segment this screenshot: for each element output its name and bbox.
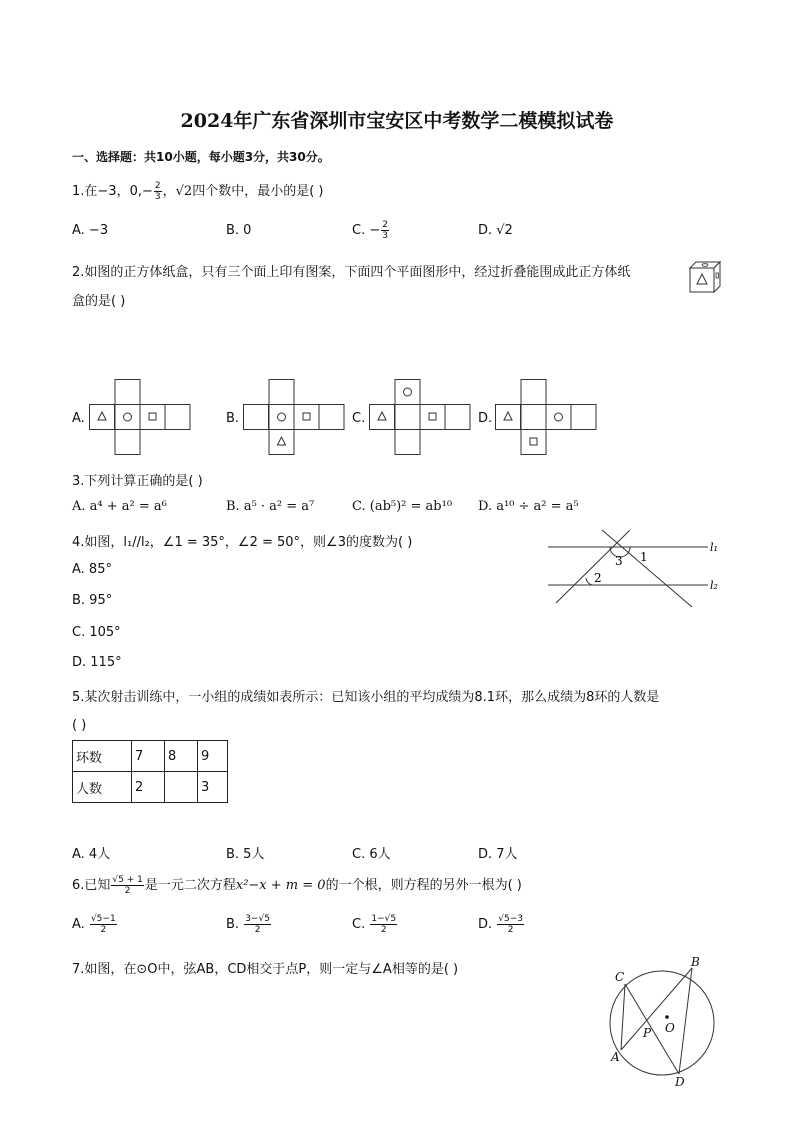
net-a — [89, 379, 191, 455]
q2-option-c[interactable]: C. — [352, 411, 366, 426]
q3-option-c[interactable]: C. (ab⁵)² = ab¹⁰ — [352, 499, 453, 514]
circle-chords-figure — [605, 955, 725, 1090]
point-o-label: O — [665, 1021, 675, 1035]
q6-option-b[interactable]: B. $\frac{3-√5}{2}$ — [226, 914, 270, 935]
q1-sqrt: √2 — [175, 184, 193, 199]
q5-option-b[interactable]: B. 5人 — [226, 847, 265, 862]
q1-fraction: $\frac{2}{3}$ — [154, 181, 161, 202]
q1-option-b[interactable]: B. 0 — [226, 223, 252, 238]
point-p-label: P — [643, 1026, 652, 1040]
score-table — [72, 740, 228, 803]
net-b — [243, 379, 345, 455]
q1-option-c[interactable]: C. − $\frac{2}{3}$ — [352, 220, 388, 241]
angle-2-label: 2 — [594, 571, 602, 585]
q6-equation: x²−x + m = 0 — [235, 878, 326, 893]
page-title: 2024年广东省深圳市宝安区中考数学二模模拟试卷 — [180, 110, 614, 132]
angle-3-label: 3 — [615, 554, 623, 568]
q2-option-b[interactable]: B. — [226, 411, 240, 426]
q5-stem-line2: ( ) — [72, 718, 87, 733]
line-l1-label: l₁ — [710, 541, 718, 554]
q4-option-c[interactable]: C. 105° — [72, 625, 121, 640]
q3-option-b[interactable]: B. a⁵ · a² = a⁷ — [226, 499, 315, 514]
q4-stem: 4.如图，l₁//l₂，∠1 = 35°，∠2 = 50°，则∠3的度数为( ) — [72, 535, 413, 550]
table-row: 环数 7 8 9 — [73, 741, 228, 772]
q1-option-d[interactable]: D. √2 — [478, 223, 513, 238]
q5-option-a[interactable]: A. 4人 — [72, 847, 111, 862]
q6-option-d[interactable]: D. $\frac{√5-3}{2}$ — [478, 914, 524, 935]
q4-option-a[interactable]: A. 85° — [72, 562, 112, 577]
q2-option-d[interactable]: D. — [478, 411, 493, 426]
point-d-label: D — [675, 1075, 685, 1089]
q5-option-c[interactable]: C. 6人 — [352, 847, 391, 862]
q6-option-a[interactable]: A. $\frac{√5-1}{2}$ — [72, 914, 116, 935]
q2-stem-line1: 2.如图的正方体纸盒，只有三个面上印有图案，下面四个平面图形中，经过折叠能围成此正方体纸 — [72, 265, 631, 280]
q3-stem: 3.下列计算正确的是( ) — [72, 474, 203, 489]
q3-option-a[interactable]: A. a⁴ + a² = a⁶ — [72, 499, 167, 514]
net-c — [369, 379, 471, 455]
q5-stem-line1: 5.某次射击训练中，一小组的成绩如表所示：已知该小组的平均成绩为8.1环，那么成绩为8环的人数是 — [72, 690, 660, 705]
angle-1-label: 1 — [640, 550, 648, 564]
center-point — [665, 1015, 669, 1019]
q6-option-c[interactable]: C. $\frac{1-√5}{2}$ — [352, 914, 397, 935]
parallel-lines-figure — [540, 525, 730, 610]
net-d — [495, 379, 597, 455]
section-heading: 一、选择题：共10小题，每小题3分，共30分。 — [72, 150, 330, 164]
q5-option-d[interactable]: D. 7人 — [478, 847, 518, 862]
q7-stem: 7.如图，在⊙O中，弦AB，CD相交于点P，则一定与∠A相等的是( ) — [72, 962, 459, 977]
q2-option-a[interactable]: A. — [72, 411, 85, 426]
line-l2-label: l₂ — [710, 579, 718, 592]
cube-figure — [688, 260, 722, 294]
point-b-label: B — [691, 955, 700, 969]
q1-stem-a: 1.在−3，0,− — [72, 184, 153, 199]
question-1: 1.在−3，0,− $\frac{2}{3}$ ，√2四个数中，最小的是( ) — [72, 181, 324, 202]
q4-option-b[interactable]: B. 95° — [72, 593, 113, 608]
question-6: 6.已知 $\frac{√5 + 1}{2}$ 是一元二次方程x²−x + m = 0的一个根，则方程的另外一根为( ) — [72, 875, 522, 896]
point-c-label: C — [615, 970, 625, 984]
q4-option-d[interactable]: D. 115° — [72, 655, 122, 670]
q1-option-a[interactable]: A. −3 — [72, 223, 109, 238]
q3-option-d[interactable]: D. a¹⁰ ÷ a² = a⁵ — [478, 499, 579, 514]
q2-stem-line2: 盒的是( ) — [72, 294, 126, 309]
point-a-label: A — [611, 1050, 620, 1064]
table-row: 人数 2 3 — [73, 772, 228, 803]
